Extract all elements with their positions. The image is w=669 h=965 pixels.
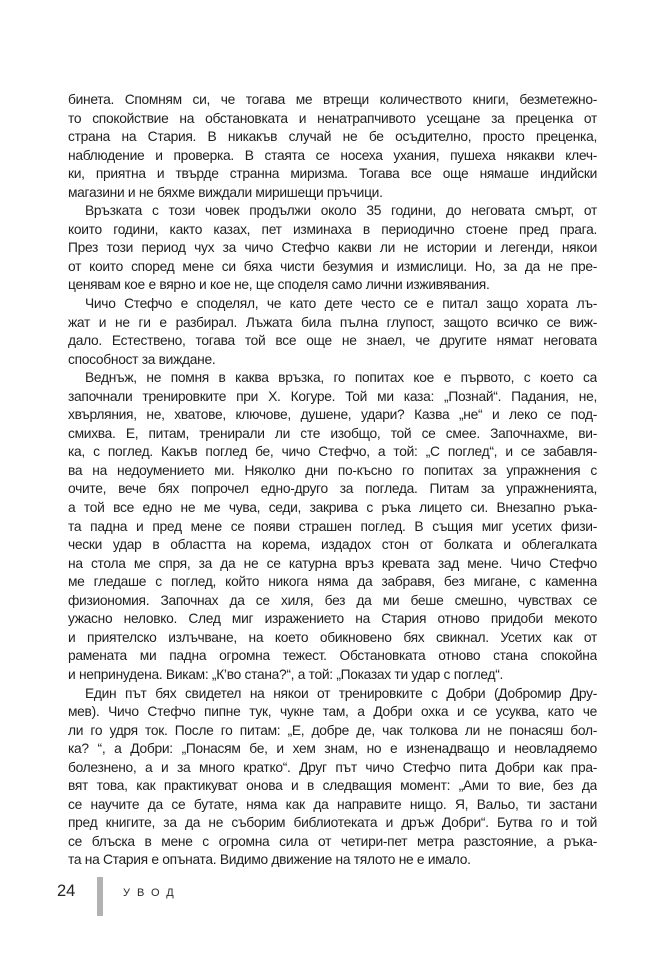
footer-section-label: УВОД [123,887,181,899]
text-line: ме гледаше с поглед, който никога няма да забравя, без мигане, с каменна [68,574,597,590]
text-line: вят това, как практикуват онова и в следващия момент: „Ами то вие, без да [68,778,597,794]
text-line: та падна и пред мене се появи страшен поглед. В същия миг усетих физи- [68,518,597,534]
footer-divider-bar [97,877,103,916]
text-line: наблюдение и проверка. В стаята се носеха ухания, пушеха някакви клеч- [68,147,597,163]
text-line: ва на недоумението ми. Няколко дни по-късно го попитах за упражнения с [68,462,597,478]
text-line: ка? “, а Добри: „Понасям бе, и хем знам, но е изненадващо и неовладяемо [68,741,597,757]
text-line: магазини и не бяхме виждали миришещи пръчици. [68,184,383,200]
text-line: се научите да се бутате, няма как да направите нищо. Я, Вальо, ти застани [68,796,597,812]
text-line: от които според мене си бяха чисти безумия и измислици. Но, за да не пре- [68,258,597,274]
paragraph [68,685,597,870]
text-line: и приятелско излъчване, на което обикновено бях свикнал. Усетих как от [68,629,597,645]
text-line: та на Стария е опъната. Видимо движение на тялото не е имало. [68,852,471,868]
text-line: бинета. Спомням си, че тогава ме втрещи количеството книги, безметежно- [68,92,597,107]
text-line: хвърляния, не, хватове, ключове, душене, удари? Казва „не“ и леко се под- [68,407,597,423]
text-line: рамената ми падна огромна тежест. Обстановката отново стана спокойна [68,648,597,664]
text-line: то спокойствие на обстановката и ненатрапчивото усещане за преценка от [68,110,597,126]
text-line: а той все едно не ме чува, седи, закрива с ръка лицето си. Внезапно ръка- [68,500,597,516]
text-line: дало. Естествено, тогава той все още не знаел, че другите нямат неговата [68,333,597,349]
text-line: очите, вече бях попрочел едно-друго за погледа. Питам за упражненията, [68,481,597,497]
text-line: на стола ме спря, за да не се катурна връз кревата зад мене. Чичо Стефчо [68,555,597,571]
text-line: смихва. Е, питам, тренирали ли сте изобщо, той се смее. Започнахме, ви- [68,425,597,441]
paragraph [68,202,597,295]
text-line: физиономия. Започнах да се хиля, без да ми беше смешно, чувствах се [68,592,597,608]
text-line: пред книгите, за да не съборим библиотеката и дръж Добри“. Бутва го и той [68,815,597,831]
text-line: Връзката с този човек продължи около 35 години, до неговата смърт, от [85,203,597,219]
text-line: способност за виждане. [68,351,216,367]
text-block [68,91,597,870]
text-line: ужасно неловко. След миг изражението на Стария отново придоби мекото [68,611,597,627]
text-line: болезнено, а и за много кратко“. Друг път чичо Стефчо пита Добри как пра- [68,759,597,775]
text-line: жат и не ги е разбирал. Лъжата била пълна глупост, защото всичко се виж- [68,314,597,330]
text-line: чески удар в областта на корема, издадох стон от болката и облегалката [68,537,597,553]
text-line: Един път бях свидетел на някои от тренировките с Добри (Добромир Дру- [85,685,597,701]
text-line: ли го удря ток. После го питам: „Е, добре де, чак толкова ли не понасяш бол- [68,722,597,738]
page-footer [0,870,669,930]
text-line: се блъска в мене с огромна сила от четири-пет метра разстояние, а ръка- [68,833,597,849]
paragraph [68,91,597,202]
text-line: ки, приятна и твърде странна миризма. Тогава все още нямаше индийски [68,166,597,182]
text-line: Веднъж, не помня в каква връзка, го попитах кое е първото, с което са [85,370,597,386]
text-line: които години, както казах, пет изминаха в периодично стоене пред прага. [68,221,597,237]
paragraph [68,369,597,684]
text-line: страна на Стария. В никакъв случай не бе осъдително, просто преценка, [68,129,597,145]
page-number: 24 [57,882,76,900]
text-line: ценявам кое е вярно и кое не, ще споделя само лични изживявания. [68,277,490,293]
text-line: През този период чух за чичо Стефчо какви ли не истории и легенди, някои [68,240,597,256]
text-line: и непринудена. Викам: „К’во стана?“, а той: „Показах ти удар с поглед“. [68,666,504,682]
text-line: ка, с поглед. Какъв поглед бе, чичо Стефчо, а той: „С поглед“, и се забавля- [68,444,597,460]
text-line: започнали тренировките при Х. Когуре. Той ми каза: „Познай“. Падания, не, [68,388,597,404]
text-line: Чичо Стефчо е споделял, че като дете често се е питал защо хората лъ- [85,296,597,312]
text-line: мев). Чичо Стефчо пипне тук, чукне там, а Добри охка и се усуква, като че [68,704,597,720]
paragraph [68,295,597,369]
